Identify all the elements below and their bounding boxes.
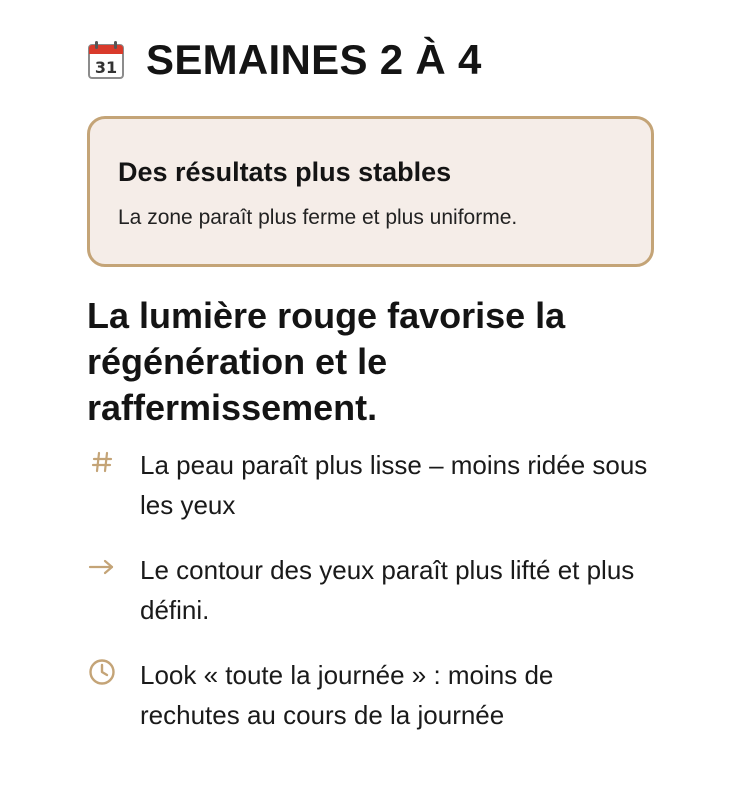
arrow-right-icon <box>87 552 117 582</box>
section-header <box>87 36 654 84</box>
headline: La lumière rouge favorise la régénération et le raffermissement. <box>87 295 566 428</box>
page-title: SEMAINES 2 À 4 <box>146 36 482 83</box>
benefits-list <box>87 445 654 735</box>
benefit-item <box>87 550 654 630</box>
result-text: La zone paraît plus ferme et plus uniforme. <box>118 206 518 229</box>
page <box>87 0 654 760</box>
benefit-item <box>87 445 654 525</box>
result-title: Des résultats plus stables <box>118 157 452 187</box>
result-box <box>87 116 654 267</box>
hash-icon <box>87 447 117 477</box>
calendar-day: 31 <box>94 58 118 77</box>
calendar-icon <box>87 40 125 80</box>
benefit-item <box>87 655 654 735</box>
benefit-text: Look « toute la journée » : moins de rechutes au cours de la journée <box>140 660 554 730</box>
benefit-text: La peau paraît plus lisse – moins ridée sous les yeux <box>140 450 648 520</box>
benefit-text: Le contour des yeux paraît plus lifté et plus défini. <box>140 555 635 625</box>
clock-icon <box>87 657 117 687</box>
